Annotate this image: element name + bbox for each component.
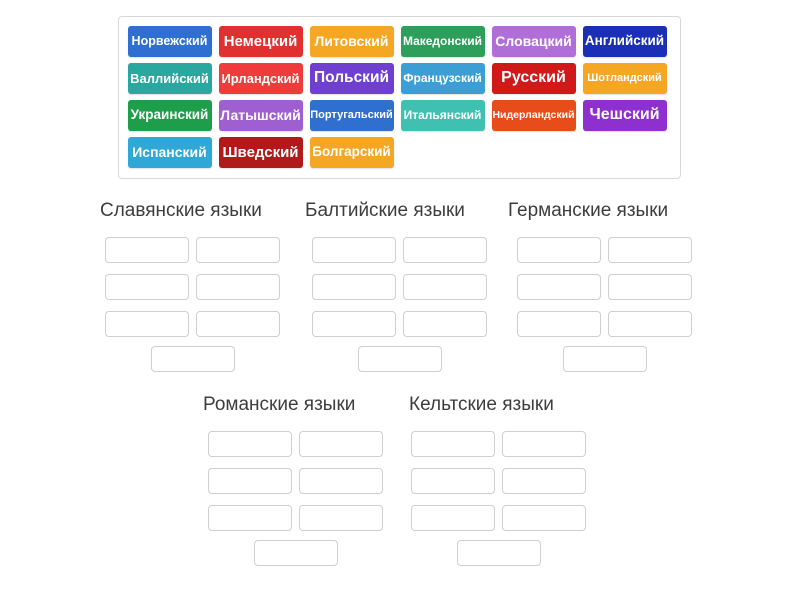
drop-slot-romance-3[interactable]: [208, 468, 292, 494]
tile-row: [124, 23, 675, 60]
language-tile[interactable]: Ирландский: [219, 63, 303, 94]
language-tile[interactable]: Английский: [583, 26, 667, 57]
drop-slot-slavic-3[interactable]: [105, 274, 189, 300]
drop-slot-slavic-1[interactable]: [105, 237, 189, 263]
drop-slot-slavic-2[interactable]: [196, 237, 280, 263]
drop-slot-germanic-1[interactable]: [517, 237, 601, 263]
drop-slot-baltic-7[interactable]: [358, 346, 442, 372]
language-tile[interactable]: Русский: [492, 63, 576, 94]
category-title-baltic: Балтийские языки: [305, 200, 465, 221]
drop-slot-germanic-7[interactable]: [563, 346, 647, 372]
language-tile[interactable]: Испанский: [128, 137, 212, 168]
language-tile[interactable]: Французский: [401, 63, 485, 94]
language-tile[interactable]: Валлийский: [128, 63, 212, 94]
category-title-slavic: Славянские языки: [100, 200, 262, 221]
language-tile-bank: [118, 16, 681, 179]
drop-slot-romance-1[interactable]: [208, 431, 292, 457]
tile-row: [124, 97, 675, 134]
drop-slot-germanic-3[interactable]: [517, 274, 601, 300]
language-tile[interactable]: Норвежский: [128, 26, 212, 57]
drop-slot-romance-6[interactable]: [299, 505, 383, 531]
drop-slot-baltic-6[interactable]: [403, 311, 487, 337]
drop-slot-baltic-3[interactable]: [312, 274, 396, 300]
language-tile[interactable]: Польский: [310, 63, 394, 94]
tile-row: [124, 134, 675, 171]
language-tile[interactable]: Итальянский: [401, 100, 485, 131]
drop-slot-slavic-4[interactable]: [196, 274, 280, 300]
language-tile[interactable]: Украинский: [128, 100, 212, 131]
drop-slot-celtic-4[interactable]: [502, 468, 586, 494]
tile-row: [124, 60, 675, 97]
drop-slot-celtic-6[interactable]: [502, 505, 586, 531]
drop-slot-baltic-2[interactable]: [403, 237, 487, 263]
language-tile[interactable]: Литовский: [310, 26, 394, 57]
language-tile[interactable]: Македонский: [401, 26, 485, 57]
drop-slot-slavic-6[interactable]: [196, 311, 280, 337]
drop-slot-romance-5[interactable]: [208, 505, 292, 531]
drop-slot-germanic-4[interactable]: [608, 274, 692, 300]
drop-slot-romance-4[interactable]: [299, 468, 383, 494]
drop-slot-romance-7[interactable]: [254, 540, 338, 566]
category-title-romance: Романские языки: [203, 394, 356, 415]
language-tile[interactable]: Немецкий: [219, 26, 303, 57]
language-tile[interactable]: Португальский: [310, 100, 394, 131]
drop-slot-celtic-1[interactable]: [411, 431, 495, 457]
drop-slot-germanic-2[interactable]: [608, 237, 692, 263]
language-tile[interactable]: Нидерландский: [492, 100, 576, 131]
language-tile[interactable]: Словацкий: [492, 26, 576, 57]
drop-slot-baltic-4[interactable]: [403, 274, 487, 300]
drop-slot-celtic-7[interactable]: [457, 540, 541, 566]
drop-slot-slavic-7[interactable]: [151, 346, 235, 372]
category-title-germanic: Германские языки: [508, 200, 669, 221]
drop-slot-germanic-5[interactable]: [517, 311, 601, 337]
drop-slot-germanic-6[interactable]: [608, 311, 692, 337]
drop-slot-celtic-2[interactable]: [502, 431, 586, 457]
drop-slot-celtic-5[interactable]: [411, 505, 495, 531]
drop-slot-slavic-5[interactable]: [105, 311, 189, 337]
category-title-celtic: Кельтские языки: [409, 394, 554, 415]
language-tile[interactable]: Болгарский: [310, 137, 394, 168]
drop-slot-romance-2[interactable]: [299, 431, 383, 457]
language-tile[interactable]: Шведский: [219, 137, 303, 168]
language-tile[interactable]: Чешский: [583, 100, 667, 131]
language-tile[interactable]: Шотландский: [583, 63, 667, 94]
drop-slot-baltic-1[interactable]: [312, 237, 396, 263]
drop-slot-celtic-3[interactable]: [411, 468, 495, 494]
drop-slot-baltic-5[interactable]: [312, 311, 396, 337]
language-tile[interactable]: Латышский: [219, 100, 303, 131]
